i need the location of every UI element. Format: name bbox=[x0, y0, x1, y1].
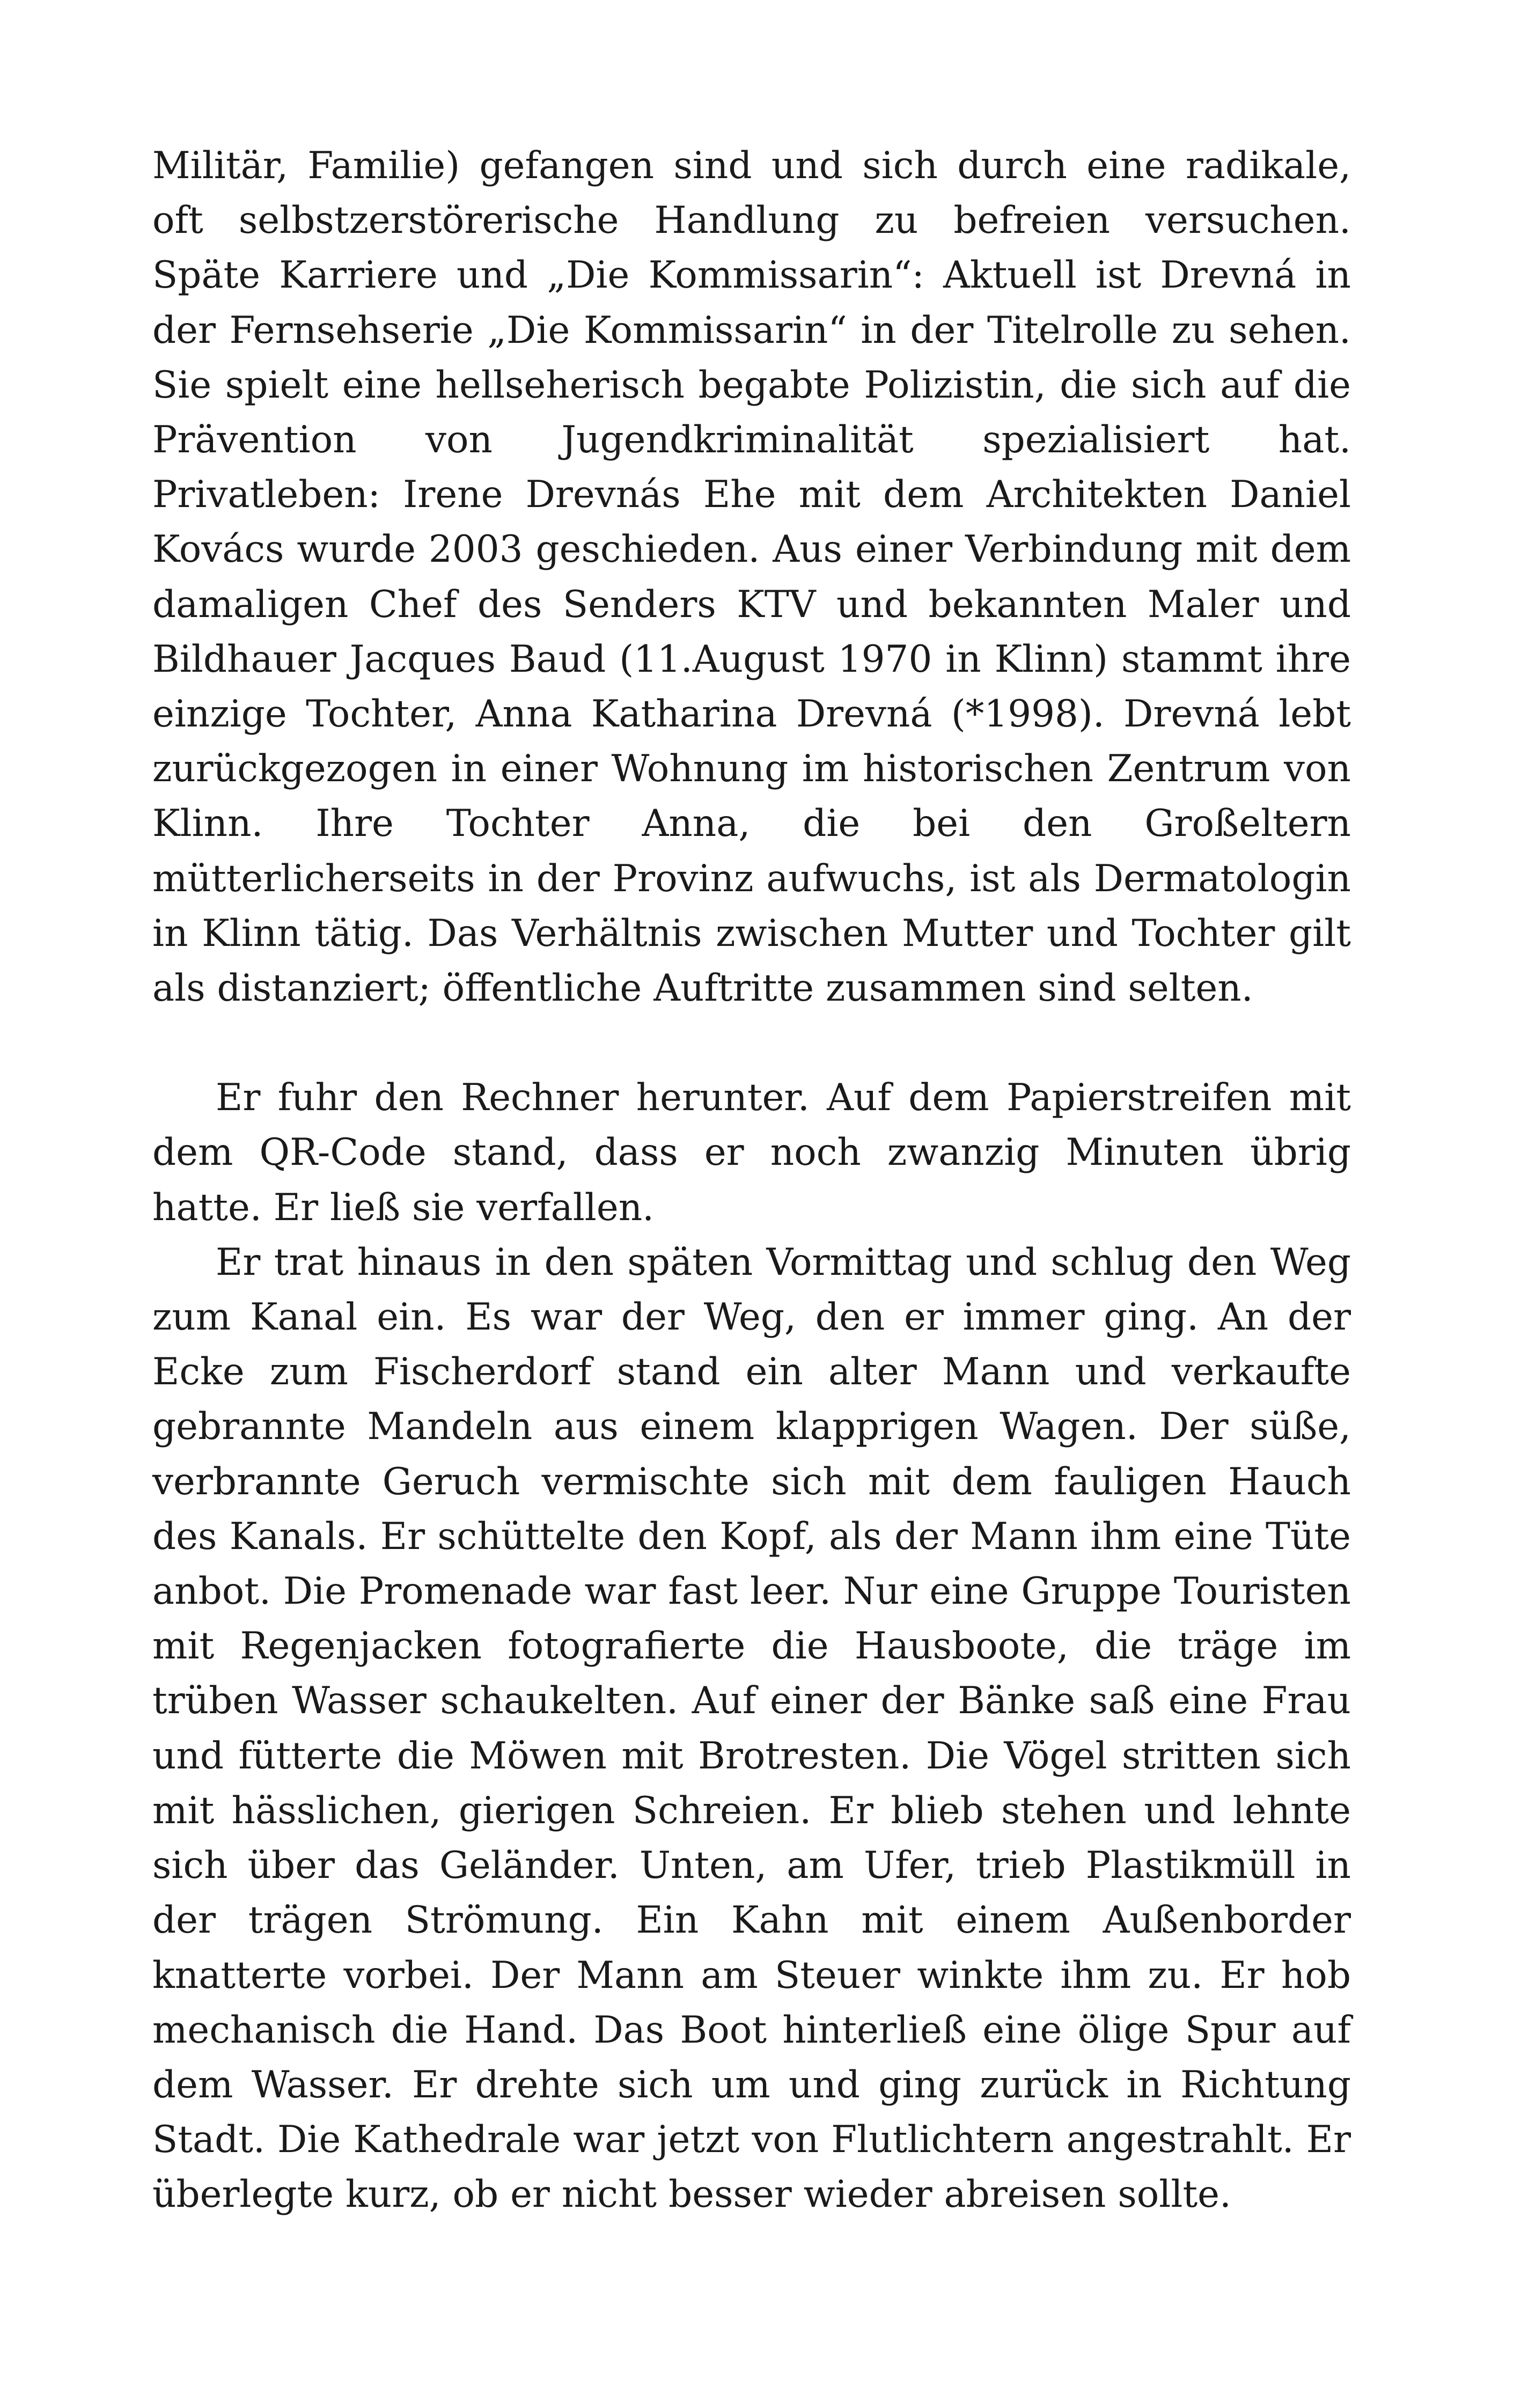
book-page-body bbox=[152, 138, 1351, 2222]
paragraph-biography-continuation: Militär, Familie) gefangen sind und sich durch eine radikale, oft selbstzerstörerische Handlung zu befreien versuchen. Späte Karriere und „Die Kommissarin“: Aktuell ist Drevná in der Fernsehserie „Die Kommissarin“ in der Titelrolle zu sehen. Sie spielt eine hellseherisch begabte Polizistin, die sich auf die Prävention von Jugendkriminalität spezialisiert hat. Privatleben: Irene Drevnás Ehe mit dem Architekten Daniel Kovács wurde 2003 geschieden. Aus einer Verbindung mit dem damaligen Chef des Senders KTV und bekannten Maler und Bildhauer Jacques Baud (11.August 1970 in Klinn) stammt ihre einzige Tochter, Anna Katharina Drevná (*1998). Drevná lebt zurückgezogen in einer Wohnung im historischen Zentrum von Klinn. Ihre Tochter Anna, die bei den Großeltern mütterlicherseits in der Provinz aufwuchs, ist als Dermatologin in Klinn tätig. Das Verhältnis zwischen Mutter und Tochter gilt als distanziert; öffentliche Auftritte zusammen sind selten. bbox=[152, 144, 1351, 1010]
paragraph-canal-walk: Er trat hinaus in den späten Vormittag und schlug den Weg zum Kanal ein. Es war der Weg, den er immer ging. An der Ecke zum Fischerdorf stand ein alter Mann und verkaufte gebrannte Mandeln aus einem klapprigen Wagen. Der süße, verbrannte Geruch vermischte sich mit dem fauligen Hauch des Kanals. Er schüttelte den Kopf, als der Mann ihm eine Tüte anbot. Die Promenade war fast leer. Nur eine Gruppe Touristen mit Regenjacken fotografierte die Hausboote, die träge im trüben Wasser schaukelten. Auf einer der Bänke saß eine Frau und fütterte die Möwen mit Brotresten. Die Vögel stritten sich mit hässlichen, gierigen Schreien. Er blieb stehen und lehnte sich über das Geländer. Unten, am Ufer, trieb Plastikmüll in der trägen Strömung. Ein Kahn mit einem Außenborder knatterte vorbei. Der Mann am Steuer winkte ihm zu. Er hob mechanisch die Hand. Das Boot hinterließ eine ölige Spur auf dem Wasser. Er drehte sich um und ging zurück in Richtung Stadt. Die Kathedrale war jetzt von Flutlichtern angestrahlt. Er überlegte kurz, ob er nicht besser wieder abreisen sollte. bbox=[152, 1240, 1351, 2216]
paragraph-shutdown-computer: Er fuhr den Rechner herunter. Auf dem Papierstreifen mit dem QR-Code stand, dass er noch zwanzig Minuten übrig hatte. Er ließ sie verfallen. bbox=[152, 1076, 1351, 1229]
